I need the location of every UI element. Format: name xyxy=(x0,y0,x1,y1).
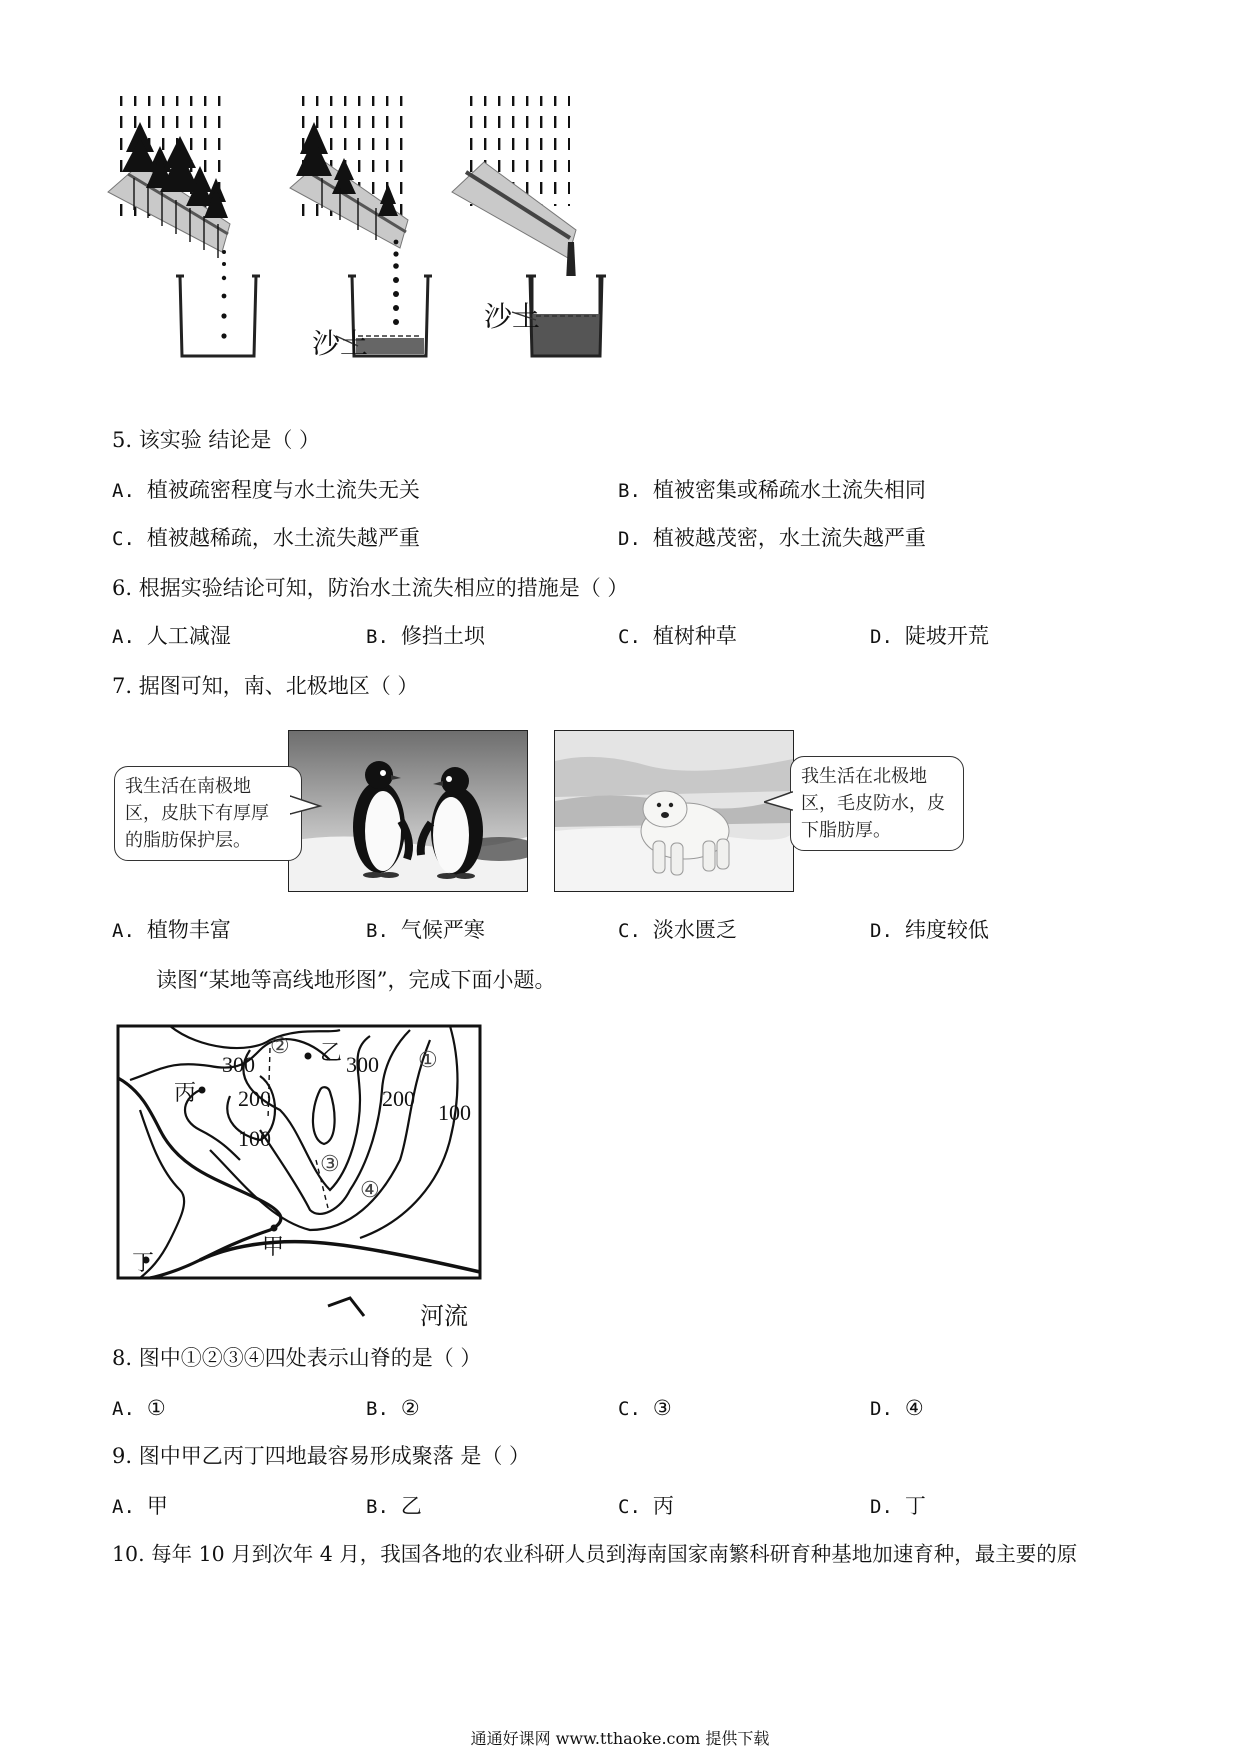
callout-line: 区，毛皮防水，皮 xyxy=(801,793,945,814)
option-text: ① xyxy=(146,1396,166,1420)
option-key: B. xyxy=(618,480,641,502)
q8-option-a[interactable] xyxy=(112,1394,166,1423)
callout-line: 我生活在南极地 xyxy=(125,776,251,797)
option-key: C. xyxy=(112,528,135,550)
option-key: B. xyxy=(366,920,389,942)
question-7-stem: 7. 据图可知，南、北极地区（ ） xyxy=(112,674,419,698)
place-jia: 甲 xyxy=(262,1235,285,1260)
sand-label-2: 沙土 xyxy=(484,300,541,333)
marker-3: ③ xyxy=(320,1152,340,1177)
contour-label-200-left: 200 xyxy=(238,1086,271,1111)
q6-option-c[interactable] xyxy=(618,622,737,651)
q6-option-a[interactable] xyxy=(112,622,231,651)
polar-bear-illustration xyxy=(555,731,793,891)
contour-label-100-left: 100 xyxy=(238,1126,271,1151)
option-key: B. xyxy=(366,1496,389,1518)
callout-north-pole xyxy=(790,756,964,851)
option-key: C. xyxy=(618,1496,641,1518)
q7-option-b[interactable] xyxy=(366,916,485,945)
option-key: D. xyxy=(870,920,893,942)
option-key: C. xyxy=(618,920,641,942)
callout-south-pole xyxy=(114,766,302,861)
page-footer: 通通好课网 www.tthaoke.com 提供下载 xyxy=(470,1729,770,1748)
panel-sparse-vegetation xyxy=(290,96,432,356)
polar-bear-photo xyxy=(554,730,794,892)
option-key: B. xyxy=(366,1398,389,1420)
q7-option-a[interactable] xyxy=(112,916,231,945)
question-8-stem: 8. 图中①②③④四处表示山脊的是（ ） xyxy=(112,1346,482,1370)
option-text: 植树种草 xyxy=(652,624,737,648)
q9-option-c[interactable] xyxy=(618,1492,674,1521)
river-legend-label: 河流 xyxy=(420,1302,468,1330)
q5-option-c[interactable] xyxy=(112,524,420,553)
question-9-stem: 9. 图中甲乙丙丁四地最容易形成聚落 是（ ） xyxy=(112,1444,531,1468)
option-text: 气候严寒 xyxy=(400,918,485,942)
option-key: C. xyxy=(618,626,641,648)
option-text: 丁 xyxy=(904,1494,926,1518)
question-6-stem: 6. 根据实验结论可知，防治水土流失相应的措施是（ ） xyxy=(112,576,629,600)
q6-option-d[interactable] xyxy=(870,622,989,651)
option-key: D. xyxy=(870,1496,893,1518)
contour-label-300-right: 300 xyxy=(346,1052,379,1077)
option-text: 乙 xyxy=(400,1494,422,1518)
option-text: 人工减湿 xyxy=(146,624,231,648)
section-intro: 读图“某地等高线地形图”，完成下面小题。 xyxy=(156,968,556,992)
q5-option-a[interactable] xyxy=(112,476,420,505)
option-text: 陡坡开荒 xyxy=(904,624,989,648)
option-key: D. xyxy=(870,626,893,648)
q5-option-d[interactable] xyxy=(618,524,926,553)
option-text: 纬度较低 xyxy=(904,918,989,942)
q8-option-d[interactable] xyxy=(870,1394,924,1423)
q7-option-d[interactable] xyxy=(870,916,989,945)
callout-line: 下脂肪厚。 xyxy=(801,820,891,841)
question-10-stem: 10. 每年 10 月到次年 4 月，我国各地的农业科研人员到海南国家南繁科研育种基地加速育种，最主要的原 xyxy=(112,1542,1078,1566)
option-text: 修挡土坝 xyxy=(400,624,485,648)
q9-option-b[interactable] xyxy=(366,1492,422,1521)
q5-option-b[interactable] xyxy=(618,476,926,505)
contour-label-100-right: 100 xyxy=(438,1100,471,1125)
option-text: ② xyxy=(400,1396,420,1420)
option-key: D. xyxy=(870,1398,893,1420)
q8-option-c[interactable] xyxy=(618,1394,672,1423)
option-key: A. xyxy=(112,626,135,648)
erosion-experiment-figure xyxy=(100,92,700,372)
option-text: 植物丰富 xyxy=(146,918,231,942)
callout-pointer-right xyxy=(764,788,794,818)
callout-line: 的脂肪保护层。 xyxy=(125,830,251,851)
option-key: C. xyxy=(618,1398,641,1420)
option-text: 淡水匮乏 xyxy=(652,918,737,942)
marker-2: ② xyxy=(270,1034,290,1059)
option-text: 丙 xyxy=(652,1494,674,1518)
option-text: 植被疏密程度与水土流失无关 xyxy=(146,478,420,502)
option-key: A. xyxy=(112,1496,135,1518)
option-key: B. xyxy=(366,626,389,648)
q6-option-b[interactable] xyxy=(366,622,485,651)
q9-option-d[interactable] xyxy=(870,1492,926,1521)
option-text: ③ xyxy=(652,1396,672,1420)
option-key: A. xyxy=(112,1398,135,1420)
sand-label-1: 沙土 xyxy=(312,327,369,360)
q8-option-b[interactable] xyxy=(366,1394,420,1423)
place-ding: 丁 xyxy=(132,1251,155,1276)
option-key: A. xyxy=(112,480,135,502)
option-text: ④ xyxy=(904,1396,924,1420)
panel-dense-vegetation xyxy=(108,96,260,356)
contour-label-300-left: 300 xyxy=(222,1052,255,1077)
option-text: 植被越茂密，水土流失越严重 xyxy=(652,526,926,550)
place-bing: 丙 xyxy=(174,1081,197,1106)
contour-label-200-right: 200 xyxy=(382,1086,415,1111)
option-key: A. xyxy=(112,920,135,942)
option-text: 植被越稀疏，水土流失越严重 xyxy=(146,526,420,550)
option-text: 甲 xyxy=(146,1494,168,1518)
callout-line: 我生活在北极地 xyxy=(801,766,927,787)
q7-option-c[interactable] xyxy=(618,916,737,945)
q9-option-a[interactable] xyxy=(112,1492,168,1521)
option-key: D. xyxy=(618,528,641,550)
marker-4: ④ xyxy=(360,1178,380,1203)
option-text: 植被密集或稀疏水土流失相同 xyxy=(652,478,926,502)
callout-line: 区，皮肤下有厚厚 xyxy=(125,803,269,824)
question-5-stem: 5. 该实验 结论是（ ） xyxy=(112,428,321,452)
marker-1: ① xyxy=(418,1048,438,1073)
place-yi: 乙 xyxy=(320,1041,343,1066)
callout-pointer-left xyxy=(290,792,330,822)
